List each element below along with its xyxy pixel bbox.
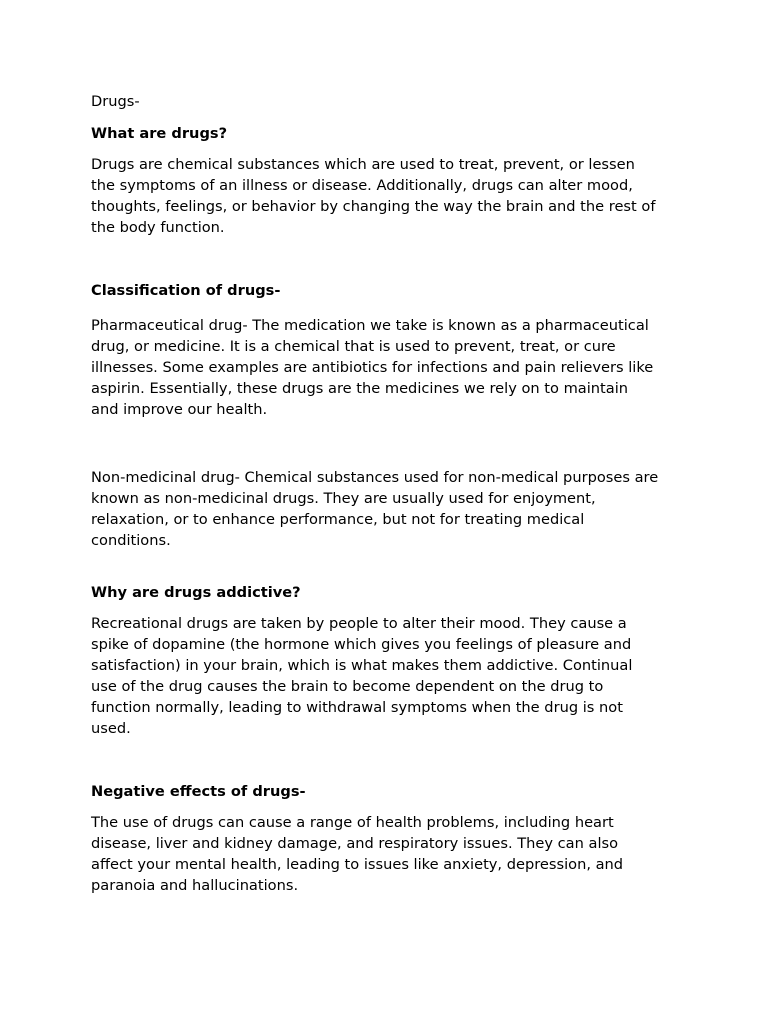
text-line: and improve our health. [91, 401, 268, 418]
text-line: disease, liver and kidney damage, and respiratory issues. They can also [91, 835, 619, 852]
text-line: use of the drug causes the brain to become dependent on the drug to [91, 678, 604, 695]
text-line: function normally, leading to withdrawal symptoms when the drug is not [91, 699, 623, 716]
paragraph-non-medicinal-drug [91, 467, 658, 551]
text-line: the symptoms of an illness or disease. Additionally, drugs can alter mood, [91, 177, 633, 194]
paragraph-negative-effects [91, 812, 623, 896]
text-line: drug, or medicine. It is a chemical that is used to prevent, treat, or cure [91, 338, 616, 355]
text-line: conditions. [91, 532, 171, 549]
text-line: Drugs are chemical substances which are used to treat, prevent, or lessen [91, 156, 635, 173]
text-line: Recreational drugs are taken by people to alter their mood. They cause a [91, 615, 627, 632]
text-line: illnesses. Some examples are antibiotics for infections and pain relievers like [91, 359, 654, 376]
section-heading-why-addictive: Why are drugs addictive? [91, 584, 301, 601]
paragraph-why-addictive [91, 613, 632, 739]
text-line: Pharmaceutical drug- The medication we take is known as a pharmaceutical [91, 317, 649, 334]
text-line: satisfaction) in your brain, which is what makes them addictive. Continual [91, 657, 633, 674]
text-line: spike of dopamine (the hormone which gives you feelings of pleasure and [91, 636, 632, 653]
text-line: thoughts, feelings, or behavior by changing the way the brain and the rest of [91, 198, 656, 215]
text-line: paranoia and hallucinations. [91, 877, 299, 894]
text-line: affect your mental health, leading to issues like anxiety, depression, and [91, 856, 624, 873]
text-line: used. [91, 720, 131, 737]
paragraph-pharmaceutical-drug [91, 315, 653, 420]
section-heading-negative-effects: Negative effects of drugs- [91, 783, 306, 800]
section-heading-what-are-drugs: What are drugs? [91, 125, 228, 142]
text-line: The use of drugs can cause a range of health problems, including heart [91, 814, 614, 831]
section-heading-classification: Classification of drugs- [91, 282, 281, 299]
document-title: Drugs- [91, 93, 140, 110]
text-line: aspirin. Essentially, these drugs are the medicines we rely on to maintain [91, 380, 629, 397]
text-line: relaxation, or to enhance performance, but not for treating medical [91, 511, 585, 528]
paragraph-what-are-drugs [91, 154, 655, 238]
text-line: known as non-medicinal drugs. They are usually used for enjoyment, [91, 490, 596, 507]
text-line: Non-medicinal drug- Chemical substances used for non-medical purposes are [91, 469, 659, 486]
text-line: the body function. [91, 219, 225, 236]
